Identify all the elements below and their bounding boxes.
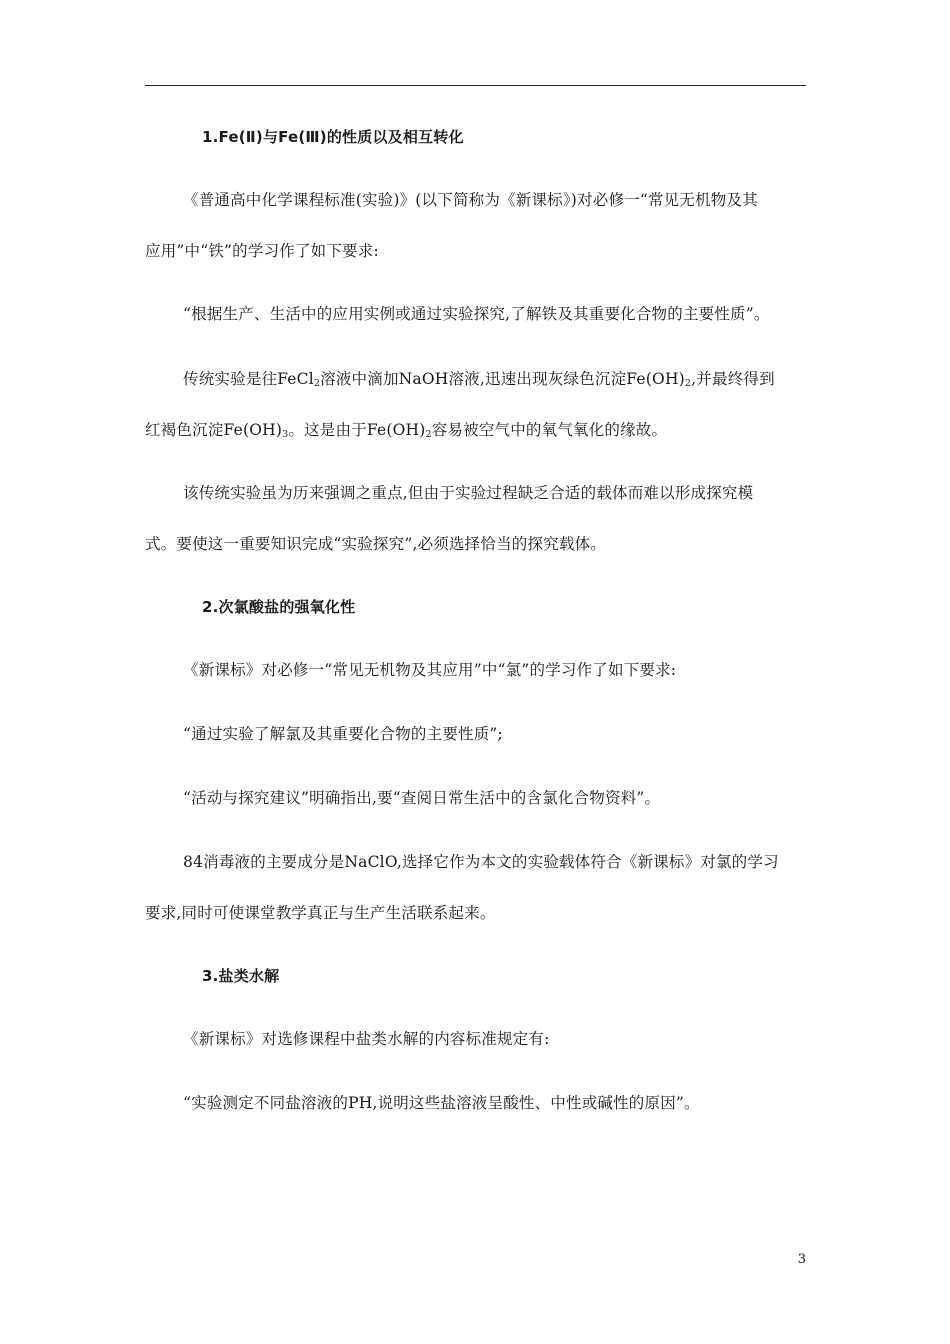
section-3-quote: “实验测定不同盐溶液的PH,说明这些盐溶液呈酸性、中性或碱性的原因”。 (183, 1094, 700, 1112)
p2-subscript: 2 (425, 429, 432, 440)
section-2-paragraph-1: 《新课标》对必修一“常见无机物及其应用”中“氯”的学习作了如下要求: (183, 661, 677, 679)
section-1-paragraph-1-line-1: 《普通高中化学课程标准(实验)》(以下简称为《新课标》)对必修一“常见无机物及其 (183, 191, 758, 209)
section-1-paragraph-3-line-2: 式。要使这一重要知识完成“实验探究”,必须选择恰当的探究载体。 (145, 535, 606, 553)
section-1-paragraph-3-line-1: 该传统实验虽为历来强调之重点,但由于实验过程缺乏合适的载体而难以形成探究模 (183, 484, 754, 502)
section-3-paragraph-1: 《新课标》对选修课程中盐类水解的内容标准规定有: (183, 1030, 550, 1048)
section-2-quote-2: “活动与探究建议”明确指出,要“查阅日常生活中的含氯化合物资料”。 (183, 789, 661, 807)
p2-text-c: ,并最终得到 (691, 370, 775, 388)
section-1-quote: “根据生产、生活中的应用实例或通过实验探究,了解铁及其重要化合物的主要性质”。 (183, 305, 770, 323)
p2-text-c: 容易被空气中的氧气氧化的缘故。 (431, 421, 668, 439)
section-1-paragraph-2-line-1 (183, 368, 844, 390)
section-1-heading: 1.Fe(Ⅱ)与Fe(Ⅲ)的性质以及相互转化 (202, 128, 464, 146)
section-1-paragraph-1-line-2: 应用”中“铁”的学习作了如下要求: (145, 242, 379, 260)
section-1-paragraph-2-line-2 (145, 419, 806, 441)
p2-text-b: 溶液中滴加NaOH溶液,迅速出现灰绿色沉淀Fe(OH) (320, 370, 685, 388)
section-2-heading: 2.次氯酸盐的强氧化性 (202, 598, 356, 616)
p2-subscript: 3 (282, 429, 289, 440)
section-2-paragraph-2-line-1: 84消毒液的主要成分是NaClO,选择它作为本文的实验载体符合《新课标》对氯的学习 (183, 853, 779, 871)
p2-subscript: 2 (684, 378, 692, 389)
header-rule (145, 85, 806, 86)
p2-text-a: 传统实验是往FeCl (183, 370, 314, 388)
p2-text-b: 。这是由于Fe(OH) (288, 421, 426, 439)
section-2-quote-1: “通过实验了解氯及其重要化合物的主要性质”; (183, 725, 503, 743)
p2-text-a: 红褐色沉淀Fe(OH) (145, 421, 283, 439)
p2-subscript: 2 (313, 378, 321, 389)
section-2-paragraph-2-line-2: 要求,同时可使课堂教学真正与生产生活联系起来。 (145, 904, 496, 922)
page-number: 3 (797, 1252, 806, 1267)
section-3-heading: 3.盐类水解 (202, 967, 280, 985)
